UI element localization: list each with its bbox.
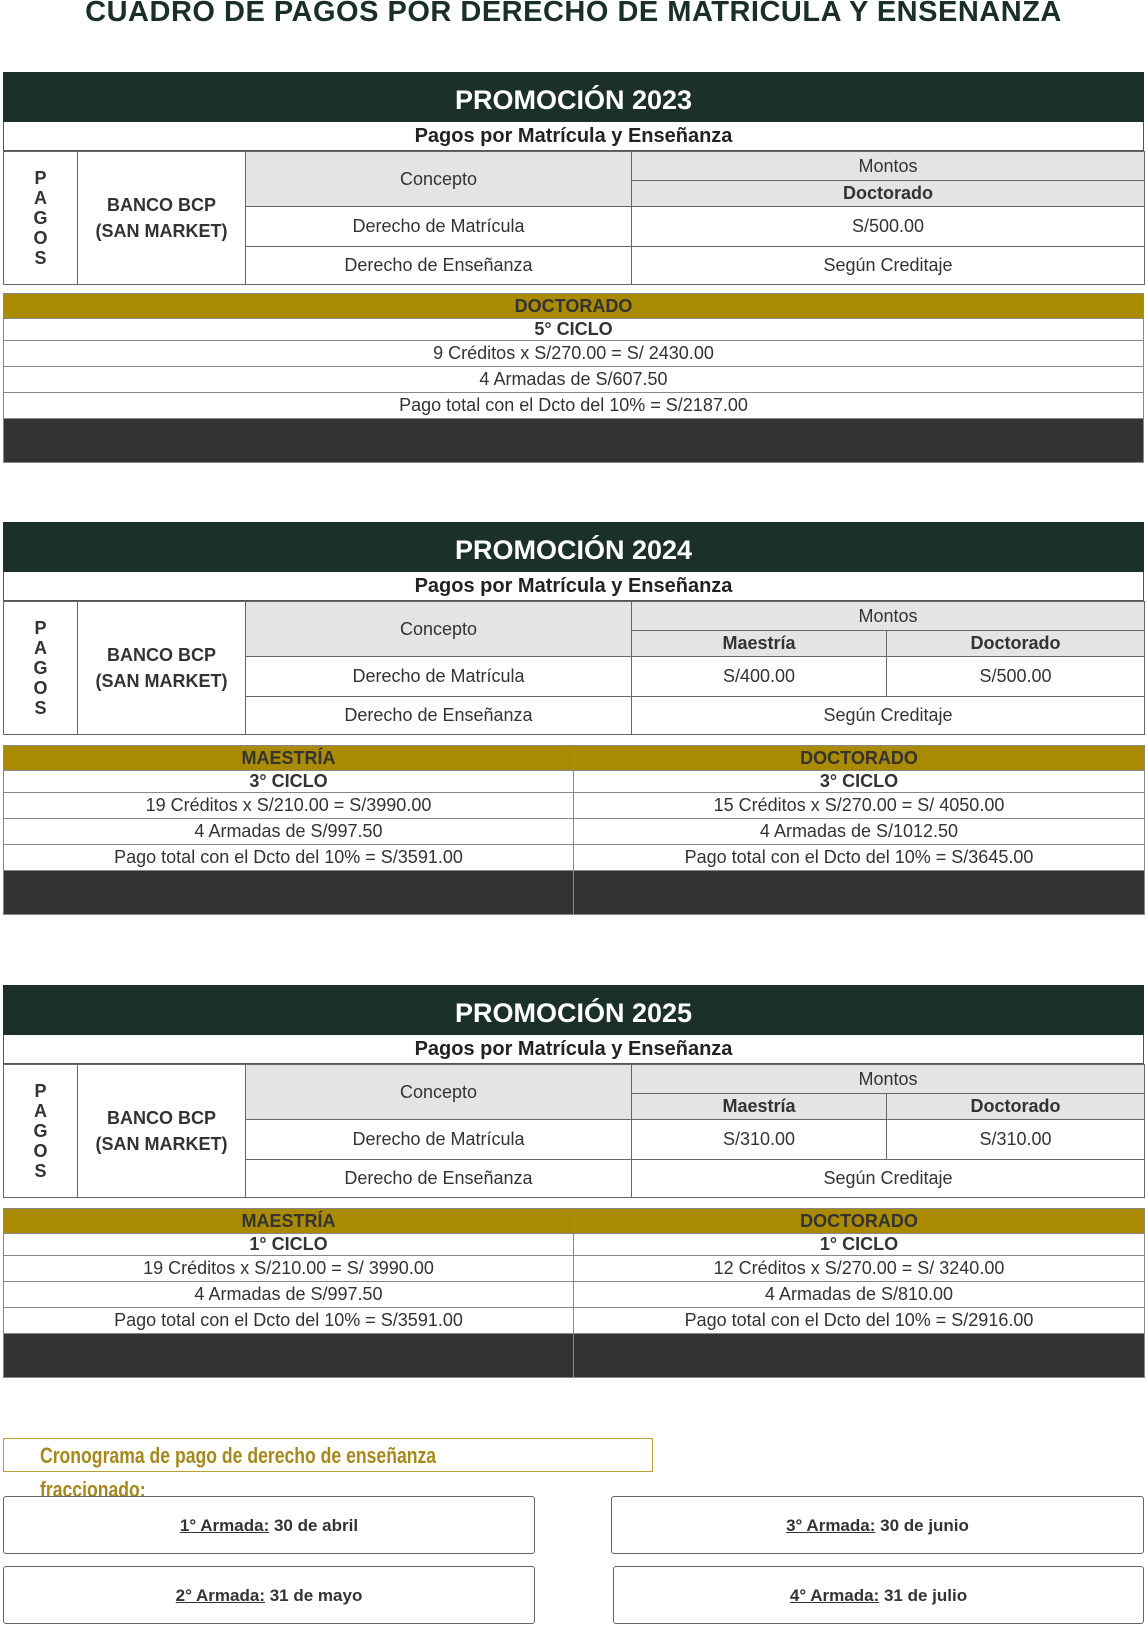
bank-line-2: (SAN MARKET) — [95, 671, 228, 691]
convenio-text: Convenio con el Poder Judicial (**) Dcto del 15% = S/2754.00 — [612, 1336, 1106, 1357]
armada-2-box — [3, 1566, 535, 1624]
promo-2025-section — [3, 985, 1144, 1378]
maestria-header: Maestría — [632, 1094, 887, 1120]
doctorado-header: Doctorado — [887, 1094, 1145, 1120]
promo-2025-payment-table — [3, 1064, 1145, 1198]
convenio-armadas: 4 Armadas de S/860.63 — [764, 891, 954, 912]
pagos-letter: A — [34, 188, 47, 208]
bank-line-1: BANCO BCP — [106, 1108, 216, 1128]
armada-4-label: 4° Armada: — [789, 1586, 880, 1605]
bank-line-2: (SAN MARKET) — [95, 1134, 228, 1154]
doctorado-cycle: 3° CICLO — [574, 771, 1145, 793]
doctorado-convenio — [574, 1334, 1145, 1378]
pagos-letter: S — [34, 698, 47, 718]
armada-4-date: 31 de julio — [883, 1586, 968, 1605]
maestria-cycle: 3° CICLO — [4, 771, 574, 793]
doctorado-header: Doctorado — [632, 181, 1145, 207]
matricula-label: Derecho de Matrícula — [246, 1120, 632, 1160]
matricula-maestria-value: S/310.00 — [632, 1120, 887, 1160]
armada-4-box — [613, 1566, 1144, 1624]
matricula-label: Derecho de Matrícula — [246, 657, 632, 697]
armada-2-label: 2° Armada: — [175, 1586, 265, 1605]
promo-2024-program-table — [3, 745, 1145, 915]
maestria-program-name: MAESTRÍA — [4, 746, 574, 771]
maestria-program-name: MAESTRÍA — [4, 1209, 574, 1234]
pagos-letter: P — [34, 618, 47, 638]
armada-3-label: 3° Armada: — [786, 1516, 876, 1535]
maestria-convenio — [4, 1334, 574, 1378]
armada-3-box — [611, 1496, 1144, 1554]
doctorado-header: Doctorado — [887, 631, 1145, 657]
bank-line-2: (SAN MARKET) — [95, 221, 228, 241]
doctorado-credits: 12 Créditos x S/270.00 = S/ 3240.00 — [574, 1256, 1145, 1282]
ensenanza-value: Según Creditaje — [632, 697, 1145, 735]
ensenanza-value: Según Creditaje — [632, 1160, 1145, 1198]
promo-2024-payment-table — [3, 601, 1145, 735]
promo-2024-subheader: Pagos por Matrícula y Enseñanza — [3, 572, 1144, 601]
convenio-armadas: 4 Armadas de S/516.38 — [479, 439, 668, 460]
cronograma-title-text: Cronograma de pago de derecho de enseñanza fraccionado: — [40, 1443, 437, 1502]
matricula-doctorado-value: S/500.00 — [632, 207, 1145, 247]
cronograma-title — [3, 1438, 653, 1502]
doctorado-cycle: 1° CICLO — [574, 1234, 1145, 1256]
matricula-label: Derecho de Matrícula — [246, 207, 632, 247]
convenio-armadas: 4 Armadas de S/669.40 — [194, 891, 383, 912]
armada-1-date: 30 de abril — [273, 1516, 359, 1535]
convenio-text: Convenio con el Poder Judicial (*) Dcto del 15% = S/2677.50 — [45, 873, 532, 894]
armada-1-box — [3, 1496, 535, 1554]
convenio-text: Convenio con el Poder Judicial (*) Dcto del 15% = S/3391.50 — [45, 1336, 532, 1357]
maestria-credits: 19 Créditos x S/210.00 = S/3990.00 — [4, 793, 574, 819]
maestria-convenio — [4, 871, 574, 915]
bank-name — [78, 152, 246, 285]
pagos-letter: O — [33, 1141, 48, 1161]
doctorado-armadas: 4 Armadas de S/1012.50 — [574, 819, 1145, 845]
concepto-header: Concepto — [246, 152, 632, 207]
convenio-text: Convenio con el Poder Judicial (**) Dcto del 15% = S/3442.50 — [612, 873, 1106, 894]
doctorado-program-name: DOCTORADO — [574, 746, 1145, 771]
convenio-text: Convenio con el Poder Judicial (*) Dcto del 15% = S/2065.50 — [330, 421, 817, 442]
pagos-letter: P — [34, 168, 47, 188]
pagos-vertical-label — [4, 152, 78, 285]
promo-2023-header: PROMOCIÓN 2023 — [3, 72, 1144, 122]
page-title: CUADRO DE PAGOS POR DERECHO DE MATRICULA Y ENSENANZA — [85, 0, 1062, 28]
ensenanza-value: Según Creditaje — [632, 247, 1145, 285]
doctorado-total: Pago total con el Dcto del 10% = S/3645.00 — [574, 845, 1145, 871]
bank-name — [78, 602, 246, 735]
promo-2023-subheader: Pagos por Matrícula y Enseñanza — [3, 122, 1144, 151]
doctorado-convenio — [574, 871, 1145, 915]
pagos-letter: G — [33, 1121, 48, 1141]
pagos-letter: S — [34, 1161, 47, 1181]
pagos-vertical-label — [4, 602, 78, 735]
promo-2023-section — [3, 72, 1144, 463]
promo-2025-header: PROMOCIÓN 2025 — [3, 985, 1144, 1035]
ensenanza-label: Derecho de Enseñanza — [246, 247, 632, 285]
maestria-header: Maestría — [632, 631, 887, 657]
doctorado-credits: 15 Créditos x S/270.00 = S/ 4050.00 — [574, 793, 1145, 819]
matricula-doctorado-value: S/310.00 — [887, 1120, 1145, 1160]
promo-2023-program-table — [3, 293, 1144, 463]
doctorado-total: Pago total con el Dcto del 10% = S/2916.00 — [574, 1308, 1145, 1334]
pagos-letter: P — [34, 1081, 47, 1101]
maestria-total: Pago total con el Dcto del 10% = S/3591.00 — [4, 845, 574, 871]
armada-1-label: 1° Armada: — [179, 1516, 270, 1535]
doctorado-program-name: DOCTORADO — [574, 1209, 1145, 1234]
maestria-credits: 19 Créditos x S/210.00 = S/ 3990.00 — [4, 1256, 574, 1282]
ensenanza-label: Derecho de Enseñanza — [246, 1160, 632, 1198]
maestria-total: Pago total con el Dcto del 10% = S/3591.00 — [4, 1308, 574, 1334]
program-convenio — [4, 419, 1144, 463]
program-armadas: 4 Armadas de S/607.50 — [4, 367, 1144, 393]
pagos-letter: G — [33, 208, 48, 228]
armada-2-date: 31 de mayo — [269, 1586, 363, 1605]
convenio-armadas: 4 Armadas de S/688.50 — [764, 1354, 954, 1375]
maestria-cycle: 1° CICLO — [4, 1234, 574, 1256]
concepto-header: Concepto — [246, 1065, 632, 1120]
program-total: Pago total con el Dcto del 10% = S/2187.00 — [4, 393, 1144, 419]
bank-line-1: BANCO BCP — [106, 645, 216, 665]
bank-line-1: BANCO BCP — [106, 195, 216, 215]
pagos-letter: G — [33, 658, 48, 678]
armada-3-date: 30 de junio — [880, 1516, 969, 1535]
maestria-armadas: 4 Armadas de S/997.50 — [4, 1282, 574, 1308]
program-cycle: 5° CICLO — [4, 319, 1144, 341]
promo-2023-payment-table — [3, 151, 1145, 285]
pagos-letter: O — [33, 228, 48, 248]
matricula-maestria-value: S/400.00 — [632, 657, 887, 697]
pagos-letter: A — [34, 1101, 47, 1121]
pagos-letter: S — [34, 248, 47, 268]
montos-header: Montos — [632, 602, 1145, 631]
pagos-letter: A — [34, 638, 47, 658]
convenio-armadas: 4 Armadas de S/847.90 — [194, 1354, 383, 1375]
matricula-doctorado-value: S/500.00 — [887, 657, 1145, 697]
maestria-armadas: 4 Armadas de S/997.50 — [4, 819, 574, 845]
pagos-letter: O — [33, 678, 48, 698]
ensenanza-label: Derecho de Enseñanza — [246, 697, 632, 735]
promo-2024-section — [3, 522, 1144, 915]
promo-2025-subheader: Pagos por Matrícula y Enseñanza — [3, 1035, 1144, 1064]
program-credits: 9 Créditos x S/270.00 = S/ 2430.00 — [4, 341, 1144, 367]
program-name: DOCTORADO — [4, 294, 1144, 319]
doctorado-armadas: 4 Armadas de S/810.00 — [574, 1282, 1145, 1308]
bank-name — [78, 1065, 246, 1198]
montos-header: Montos — [632, 1065, 1145, 1094]
pagos-vertical-label — [4, 1065, 78, 1198]
concepto-header: Concepto — [246, 602, 632, 657]
promo-2025-program-table — [3, 1208, 1145, 1378]
montos-header: Montos — [632, 152, 1145, 181]
promo-2024-header: PROMOCIÓN 2024 — [3, 522, 1144, 572]
